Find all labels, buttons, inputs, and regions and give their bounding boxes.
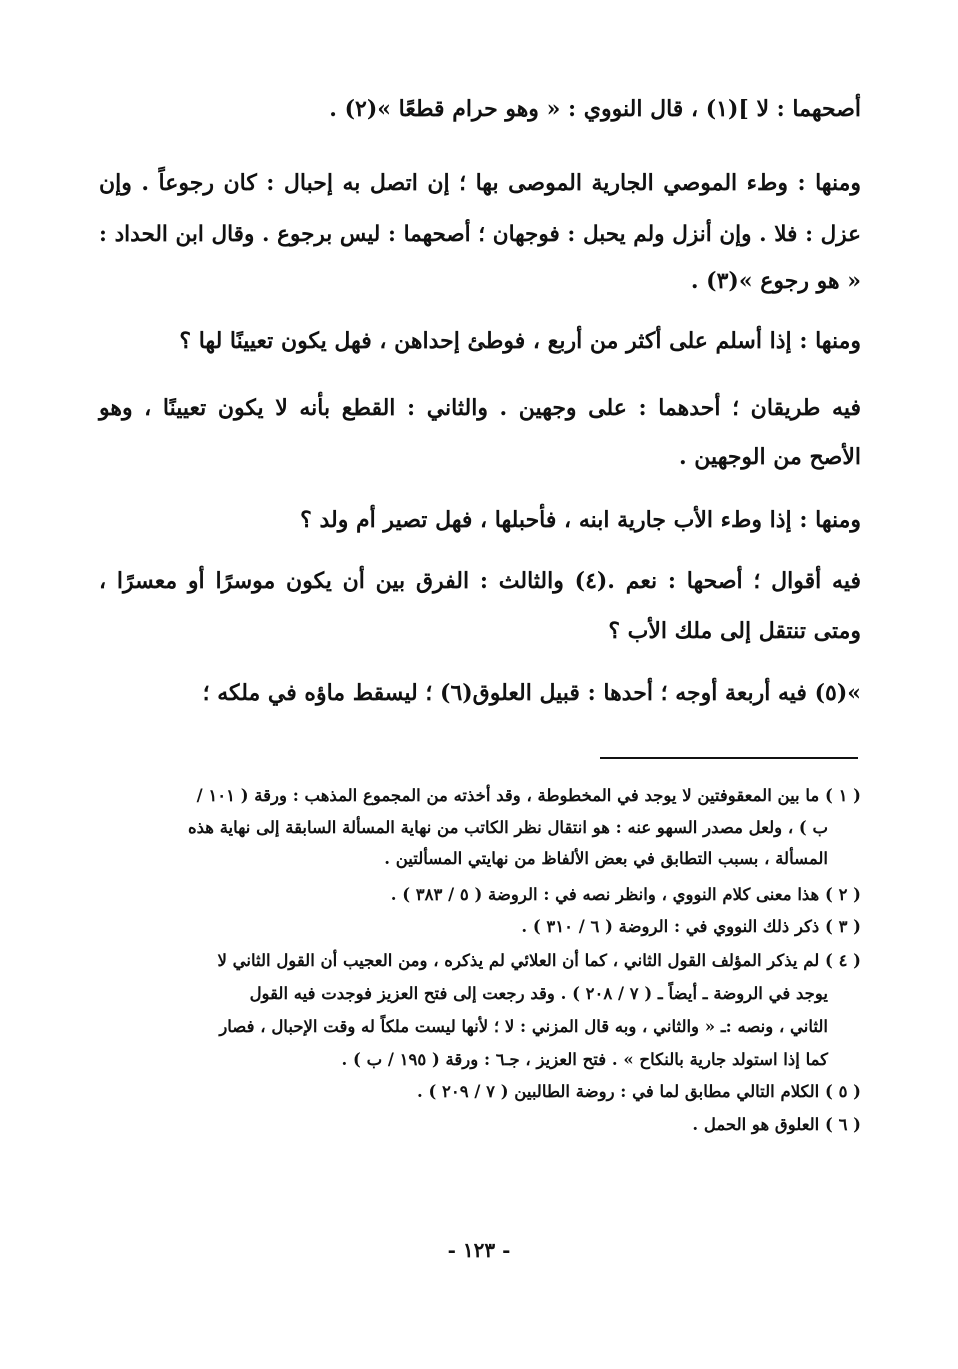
footnote-line-6: ( ٤ ) لم يذكر المؤلف القول الثاني ، كما أن العلائي لم يذكره ، ومن العجيب أن القول الثاني لا xyxy=(217,951,861,970)
body-line-11: »(٥) فيه أربعة أوجه ؛ أحدها : قبيل العلوق(٦) ؛ ليسقط ماؤه في ملكه ؛ xyxy=(202,680,861,706)
body-line-9: فيه أقوال ؛ أصحها : نعم .(٤) والثالث : الفرق بين أن يكون موسرًا أو معسرًا ، xyxy=(99,568,861,594)
body-line-8: ومنها : إذا وطء الأب جارية ابنه ، فأحبلها ، فهل تصير أم ولد ؟ xyxy=(300,507,861,533)
footnote-line-5: ( ٣ ) ذكر ذلك النووي في : الروضة ( ٦ / ٣١٠ ) . xyxy=(521,917,861,936)
footnote-line-7: يوجد في الروضة ـ أيضاً ـ ( ٧ / ٢٠٨ ) . وقد رجعت إلى فتح العزيز فوجدت فيه القول xyxy=(249,984,828,1003)
body-line-1: أصحهما : لا ](١) ، قال النووي : « وهو حرام قطعًا »(٢) . xyxy=(329,96,861,122)
page-number: - ١٢٣ - xyxy=(447,1238,511,1262)
footnote-line-3: المسألة ، بسبب التطابق في بعض الألفاظ من نهايتي المسألتين . xyxy=(384,849,828,868)
footnote-line-2: ب ) ، ولعل مصدر السهو عنه : هو انتقال نظر الكاتب من نهاية المسألة السابقة إلى نهاية هذه xyxy=(187,818,828,837)
footnote-separator xyxy=(600,757,858,759)
body-line-4: « هو رجوع »(٣) . xyxy=(690,268,861,294)
body-line-10: ومتى تنتقل إلى ملك الأب ؟ xyxy=(608,618,861,644)
body-line-3: عزل : فلا . وإن أنزل ولم يحبل : فوجهان ؛ أصحهما : ليس برجوع . وقال ابن الحداد : xyxy=(99,222,861,247)
footnote-line-11: ( ٦ ) العلوق هو الحمل . xyxy=(692,1115,861,1134)
body-line-6: فيه طريقان ؛ أحدهما : على وجهين . والثاني : القطع بأنه لا يكون تعيينًا ، وهو xyxy=(99,395,861,421)
body-line-2: ومنها : وطء الموصي الجارية الموصى بها ؛ إن اتصل به إحبال : كان رجوعاً . وإن xyxy=(99,170,861,196)
footnote-line-9: كما إذا استولد جارية بالنكاح » . فتح العزيز ، جـ٦ : ورقة ( ١٩٥ / ب ) . xyxy=(341,1050,828,1069)
body-line-5: ومنها : إذا أسلم على أكثر من أربع ، فوطئ إحداهن ، فهل يكون تعيينًا لها ؟ xyxy=(179,328,861,354)
body-line-7: الأصح من الوجهين . xyxy=(678,444,861,470)
footnote-line-8: الثاني ، ونصه :ـ « والثاني ، وبه قال المزني : لا ؛ لأنها ليست ملكاً له وقت الإحبال ، فصار xyxy=(219,1017,828,1036)
footnote-line-10: ( ٥ ) الكلام التالي مطابق لما في : روضة الطالبين ( ٧ / ٢٠٩ ) . xyxy=(416,1082,861,1101)
footnote-line-1: ( ١ ) ما بين المعقوفتين لا يوجد في المخطوطة ، وقد أخذته من المجموع المذهب : ورقة ( ١٠١ / xyxy=(196,786,861,805)
footnote-line-4: ( ٢ ) هذا معنى كلام النووي ، وانظر نصه في : الروضة ( ٥ / ٣٨٣ ) . xyxy=(390,885,861,904)
